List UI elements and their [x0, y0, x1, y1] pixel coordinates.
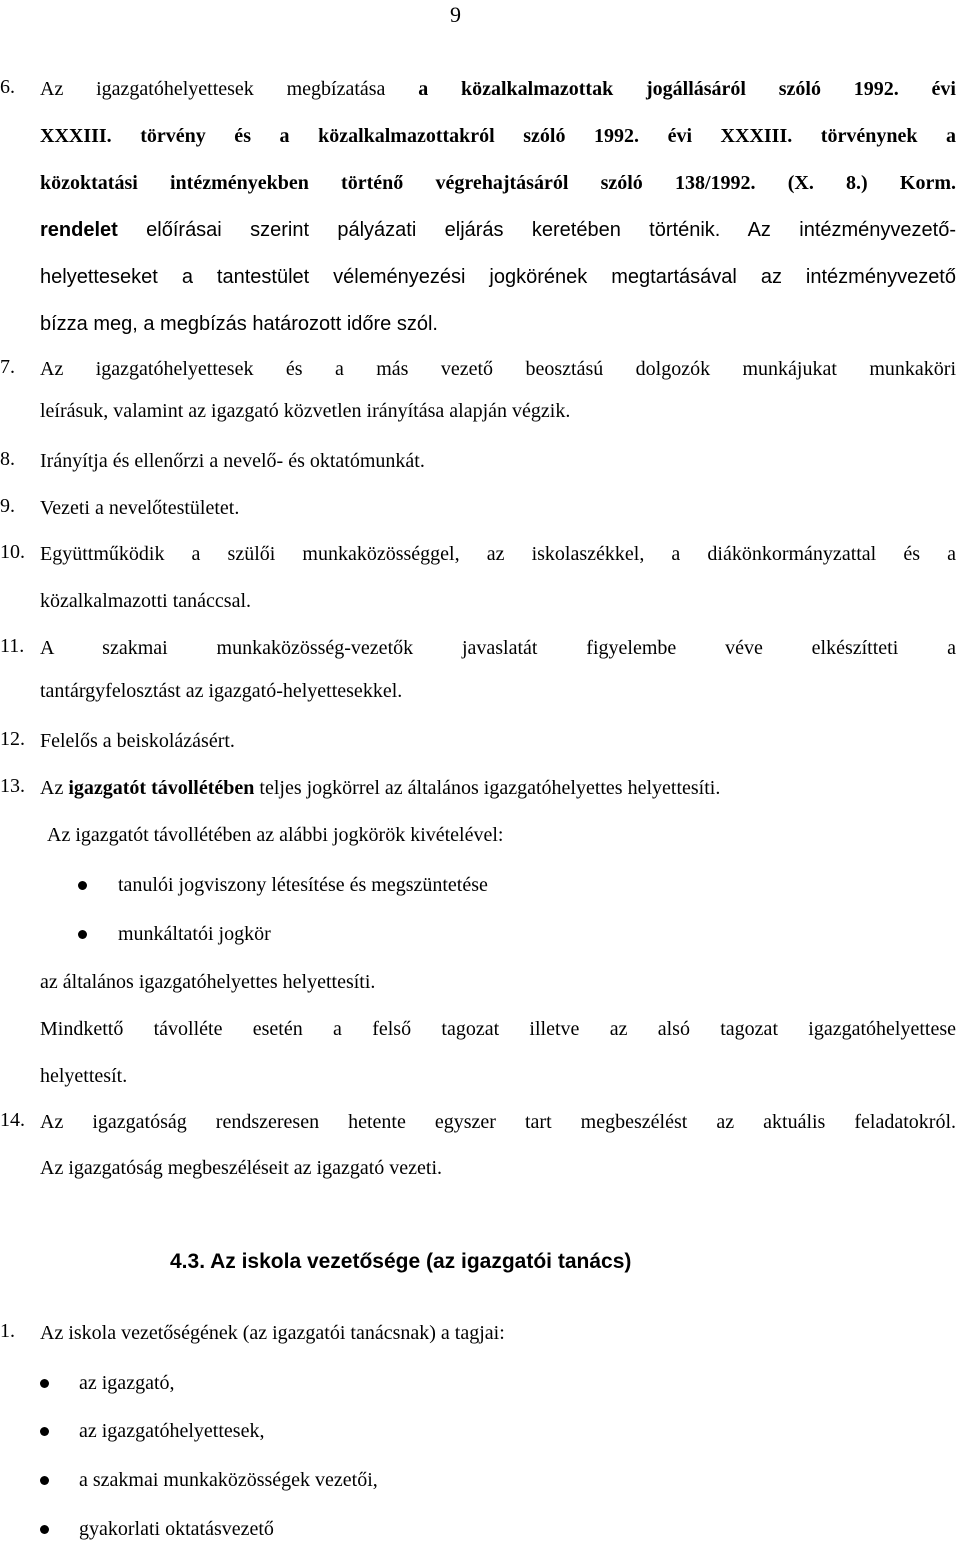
item-line: Az igazgatót távollétében az alábbi jogkörök kivételével:	[47, 824, 504, 846]
item-line: tantárgyfelosztást az igazgató-helyettesekkel.	[40, 680, 403, 702]
item-number: 14.	[0, 1109, 25, 1131]
item-number: 12.	[0, 728, 25, 750]
page-number: 9	[450, 2, 461, 27]
bullet-icon	[40, 1476, 49, 1485]
item-line: Az igazgatóhelyettesek és a más vezető beosztású dolgozók munkájukat munkaköri	[40, 358, 956, 380]
section-heading: 4.3. Az iskola vezetősége (az igazgatói tanács)	[170, 1250, 632, 1273]
item-line: leírásuk, valamint az igazgató közvetlen irányítása alapján végzik.	[40, 400, 571, 422]
item-line: Irányítja és ellenőrzi a nevelő- és oktatómunkát.	[40, 450, 425, 472]
item-line: Felelős a beiskolázásért.	[40, 730, 235, 752]
item-number: 13.	[0, 775, 25, 797]
item-line: XXXIII. törvény és a közalkalmazottakról szóló 1992. évi XXXIII. törvénynek a	[40, 125, 956, 147]
item-line: Együttműködik a szülői munkaközösséggel, az iskolaszékkel, a diákönkormányzattal és a	[40, 543, 956, 565]
item-line: helyetteseket a tantestület véleményezési jogkörének megtartásával az intézményvezető	[40, 266, 956, 288]
item-number: 1.	[0, 1320, 15, 1342]
item-number: 9.	[0, 495, 15, 517]
item-line: az általános igazgatóhelyettes helyettesíti.	[40, 971, 376, 993]
item-line: Az igazgatóság megbeszéléseit az igazgató vezeti.	[40, 1157, 443, 1179]
item-line: bízza meg, a megbízás határozott időre szól.	[40, 313, 438, 335]
item-number: 11.	[0, 635, 25, 657]
item-number: 8.	[0, 448, 15, 470]
item-line: A szakmai munkaközösség-vezetők javaslatát figyelembe véve elkészítteti a	[40, 637, 956, 659]
bullet-icon	[40, 1379, 49, 1388]
item-number: 6.	[0, 76, 15, 98]
item-line: Az igazgatót távollétében teljes jogkörrel az általános igazgatóhelyettes helyettesíti.	[40, 777, 721, 799]
item-line: közoktatási intézményekben történő végrehajtásáról szóló 138/1992. (X. 8.) Korm.	[40, 172, 956, 194]
item-line: rendelet előírásai szerint pályázati eljárás keretében történik. Az intézményvezető-	[40, 219, 956, 241]
bullet-icon	[40, 1427, 49, 1436]
item-line: Az igazgatóság rendszeresen hetente egyszer tart megbeszélést az aktuális feladatokról.	[40, 1111, 956, 1133]
item-line: helyettesít.	[40, 1065, 128, 1087]
item-line: Mindkettő távolléte esetén a felső tagozat illetve az alsó tagozat igazgatóhelyettese	[40, 1018, 956, 1040]
bullet-icon	[78, 930, 87, 939]
item-line: Az iskola vezetőségének (az igazgatói tanácsnak) a tagjai:	[40, 1322, 505, 1344]
item-line: Vezeti a nevelőtestületet.	[40, 497, 240, 519]
item-number: 10.	[0, 541, 25, 563]
item-number: 7.	[0, 356, 15, 378]
bullet-icon	[78, 881, 87, 890]
item-line: Az igazgatóhelyettesek megbízatása a közalkalmazottak jogállásáról szóló 1992. évi	[40, 78, 956, 100]
item-line: közalkalmazotti tanáccsal.	[40, 590, 252, 612]
bullet-icon	[40, 1525, 49, 1534]
